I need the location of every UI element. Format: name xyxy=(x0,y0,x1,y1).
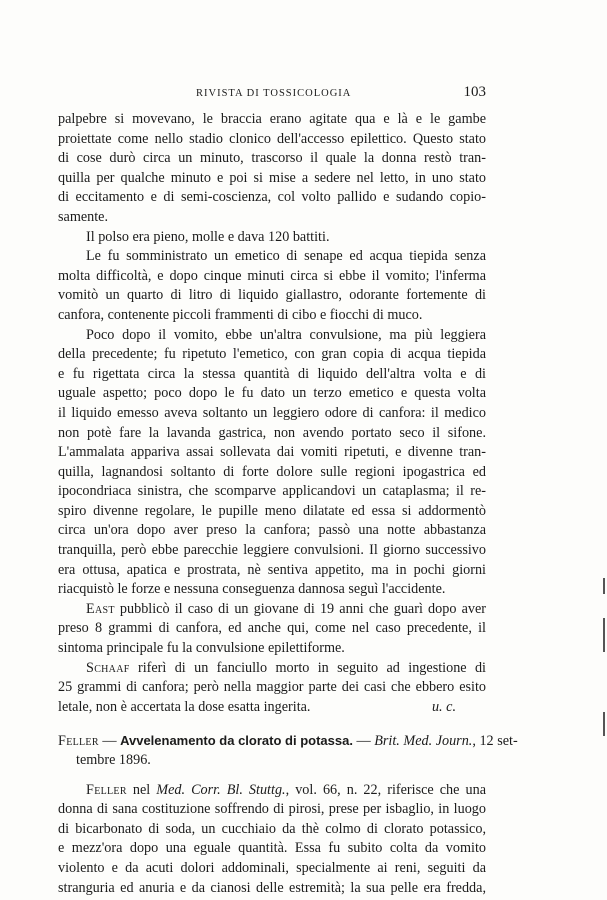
heading-dash: — xyxy=(98,733,121,750)
text-line: 25 grammi di canfora; però nella maggior parte dei casi che ebbero esito xyxy=(58,679,486,696)
cited-author: Schaaf xyxy=(86,659,130,676)
text-line: donna di sana costituzione soffrendo di pirosi, prese per isbaglio, in luogo xyxy=(58,801,486,818)
text-line: violento e da acuti dolori addominali, specialmente ai reni, seguiti da xyxy=(58,859,486,876)
main-text xyxy=(58,110,518,898)
text-line: Le fu somministrato un emetico di senape ed acqua tiepida senza xyxy=(86,248,486,265)
text-line: proiettate come nello stadio clonico dell'accesso epilettico. Questo stato xyxy=(58,130,486,147)
text-line: quilla per qualche minuto e poi si mise a sedere nel letto, in uno stato xyxy=(58,169,486,186)
text-line: spiro divenne regolare, le pupille meno dilatate ed essa si addormentò xyxy=(58,502,486,519)
section-gap xyxy=(58,717,486,731)
text-line: circa un'ora dopo aver preso la canfora; passò una notte abbastanza xyxy=(58,522,486,539)
article-heading xyxy=(58,731,518,770)
paragraph-convulsion xyxy=(58,110,486,228)
text-fragment: letale, non è accertata la dose esatta ingerita. xyxy=(58,698,311,715)
text-line: e mezz'ora dopo una eguale quantità. Essa fu subito colta da vomito xyxy=(58,840,486,857)
feller-first-rest: , vol. 66, n. 22, riferisce che una xyxy=(285,781,486,798)
feller-source: Med. Corr. Bl. Stuttg. xyxy=(156,781,286,798)
text-line: Poco dopo il vomito, ebbe un'altra convulsione, ma più leggiera xyxy=(86,326,486,343)
article-date-part1: , 12 set- xyxy=(472,733,518,750)
text-fragment: pubblicò il caso di un giovane di 19 anni che guarì dopo aver xyxy=(114,600,486,617)
text-line: riacquistò le forze e nessuna conseguenza dannosa seguì l'accidente. xyxy=(58,581,446,598)
text-line: canfora, contenente piccoli frammenti di cibo e fiocchi di muco. xyxy=(58,306,423,323)
paragraph-second-convulsion xyxy=(58,326,486,600)
paragraph-schaaf xyxy=(58,659,486,718)
running-head: RIVISTA DI TOSSICOLOGIA xyxy=(196,88,352,99)
text-line: sintoma principale fu la convulsione epilettiforme. xyxy=(58,640,345,657)
text-line: e fu rigettata circa la stessa quantità di liquido dell'altra volta e di xyxy=(58,365,486,382)
text-line: vomitò un quarto di litro di liquido giallastro, odorante fortemente di xyxy=(58,287,486,304)
text-fragment: nel xyxy=(126,781,157,798)
article-author: Feller xyxy=(58,733,99,750)
text-line: tranquilla, però ebbe parecchie leggiere convulsioni. Il giorno successivo xyxy=(58,542,486,559)
article-date-part2: tembre 1896. xyxy=(76,752,151,768)
text-line: preso 8 grammi di canfora, ed anche qui, come nel caso precedente, il xyxy=(58,620,486,637)
text-line: uguale aspetto; poco dopo le fu dato un terzo emetico e questa volta xyxy=(58,385,486,402)
scan-edge-mark xyxy=(603,618,605,652)
article-journal: Brit. Med. Journ. xyxy=(374,733,473,750)
page-number: 103 xyxy=(463,84,486,100)
article-title: Avvelenamento da clorato di potassa. xyxy=(120,733,353,749)
feller-name: Feller xyxy=(86,781,127,798)
text-line: ipocondriaca sinistra, che scomparve applicandovi un cataplasma; il re- xyxy=(58,483,486,500)
cited-author: East xyxy=(86,600,115,617)
text-line: di eccitamento e di semi-coscienza, col volto pallido e sudando copio- xyxy=(58,189,486,206)
text-line: palpebre si movevano, le braccia erano agitate qua e là e le gambe xyxy=(58,111,486,127)
text-line: stranguria ed anuria e da cianosi delle estremità; la sua pelle era fredda, xyxy=(58,879,486,896)
signature-initials: u. c. xyxy=(431,698,456,715)
text-line xyxy=(58,659,486,679)
page-header xyxy=(58,84,486,106)
text-line: il liquido emesso aveva soltanto un leggiero odore di canfora: il medico xyxy=(58,404,486,421)
paragraph-pulse xyxy=(58,228,486,248)
text-line: di bicarbonato di soda, un cucchiaio da thè colmo di clorato potassico, xyxy=(58,820,486,837)
paragraph-emetic xyxy=(58,247,486,325)
paragraph-feller xyxy=(58,781,486,899)
text-fragment: riferì di un fanciullo morto in seguito ad ingestione di xyxy=(129,659,486,676)
paragraph-east xyxy=(58,600,486,659)
scan-edge-mark xyxy=(603,712,605,736)
text-line: della precedente; fu ripetuto l'emetico, con gran copia di acqua tiepida xyxy=(58,346,486,363)
text-line xyxy=(58,698,486,718)
section-gap xyxy=(58,771,486,781)
text-line: era ottusa, apatica e prostrata, nè sentiva appetito, ma in pochi giorni xyxy=(58,561,486,578)
text-line: molta difficoltà, e dopo cinque minuti circa si ebbe il vomito; l'inferma xyxy=(58,267,486,284)
text-line: quilla, lagnandosi soltanto di forte dolore sulle regioni ipogastrica ed xyxy=(58,463,486,480)
text-line xyxy=(58,600,486,620)
text-line: L'ammalata appariva assai sollevata dai vomiti ripetuti, e divenne tran- xyxy=(58,444,486,461)
text-line: samente. xyxy=(58,208,109,225)
text-line: Il polso era pieno, molle e dava 120 battiti. xyxy=(86,228,330,245)
text-line: di cose durò circa un minuto, trascorso il quale la donna restò tran- xyxy=(58,150,486,167)
heading-dash: — xyxy=(352,733,375,750)
scan-edge-mark xyxy=(603,578,605,594)
text-line: non potè fare la lavanda gastrica, non avendo portato seco il sifone. xyxy=(58,424,486,441)
